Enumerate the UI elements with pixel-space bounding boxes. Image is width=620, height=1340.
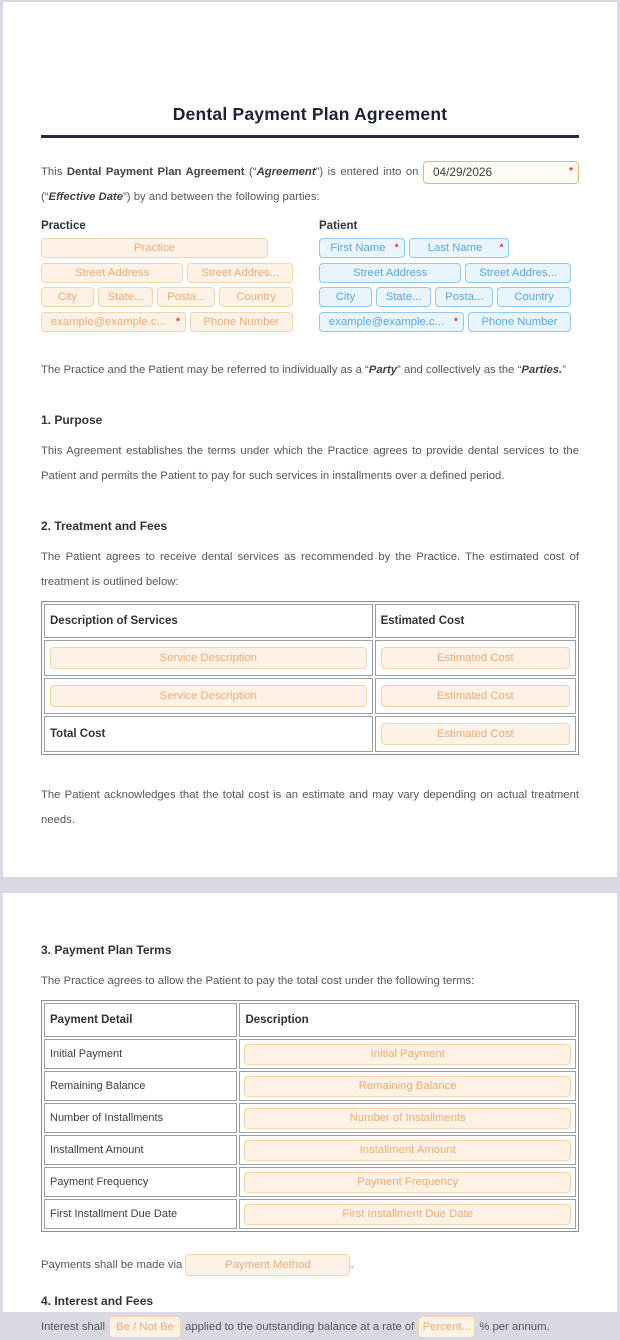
practice-name-field[interactable]: Practice	[41, 238, 268, 258]
services-table-header-row	[44, 604, 576, 638]
interest-text: Interest shall	[41, 1321, 106, 1333]
required-asterisk: *	[499, 242, 504, 254]
table-row	[44, 678, 576, 714]
practice-postal-field[interactable]: Posta...	[157, 287, 215, 307]
treatment-paragraph: The Patient agrees to receive dental services as recommended by the Practice. The estimated cost of treatment is outlined below:	[41, 551, 579, 588]
parties-text: The Practice and the Patient may be referred to individually as a “	[41, 364, 369, 376]
payments-via-text: Payments shall be made via	[41, 1259, 183, 1271]
payment-plan-heading: 3. Payment Plan Terms	[41, 943, 172, 957]
plan-col-header-detail: Payment Detail	[44, 1003, 237, 1037]
parties-definition-paragraph	[41, 358, 579, 383]
patient-last-name-placeholder: Last Name	[427, 242, 483, 254]
intro-agreement-term: Agreement	[256, 166, 316, 178]
intro-agreement-name: Dental Payment Plan Agreement	[66, 166, 245, 178]
plan-row-label: First Installment Due Date	[44, 1199, 237, 1229]
patient-city-field[interactable]: City	[319, 287, 372, 307]
parties-term: Parties.	[521, 364, 563, 376]
services-col-header-cost: Estimated Cost	[375, 604, 576, 638]
total-cost-label: Total Cost	[44, 716, 373, 752]
document-page-2	[3, 893, 617, 1334]
practice-street-field[interactable]: Street Address	[41, 263, 183, 283]
estimated-cost-field-2[interactable]: Estimated Cost	[381, 685, 570, 707]
document-title: Dental Payment Plan Agreement	[172, 104, 448, 124]
effective-date-field[interactable]	[423, 161, 579, 184]
interest-text: % per annum.	[479, 1321, 550, 1333]
service-description-field-1[interactable]: Service Description	[50, 647, 367, 669]
plan-row-label: Number of Installments	[44, 1103, 237, 1133]
intro-text: (“	[244, 166, 257, 178]
practice-email-field[interactable]	[41, 312, 186, 332]
interest-heading: 4. Interest and Fees	[41, 1294, 154, 1308]
table-row	[44, 640, 576, 676]
patient-phone-field[interactable]: Phone Number	[468, 312, 571, 332]
first-installment-due-date-field[interactable]: First Installment Due Date	[244, 1204, 571, 1225]
plan-row-label: Remaining Balance	[44, 1071, 237, 1101]
required-asterisk: *	[569, 166, 573, 178]
number-of-installments-field[interactable]: Number of Installments	[244, 1108, 571, 1129]
table-row	[44, 1199, 576, 1229]
parties-text: ” and collectively as the “	[397, 364, 522, 376]
payments-via-period: .	[350, 1259, 354, 1271]
patient-country-field[interactable]: Country	[497, 287, 571, 307]
plan-row-label: Initial Payment	[44, 1039, 237, 1069]
plan-table-header-row	[44, 1003, 576, 1037]
required-asterisk: *	[453, 315, 458, 327]
table-row	[44, 1135, 576, 1165]
patient-section	[319, 220, 571, 336]
effective-date-value: 04/29/2026	[433, 164, 493, 179]
services-col-header-description: Description of Services	[44, 604, 373, 638]
intro-text: (“	[41, 191, 49, 203]
service-description-field-2[interactable]: Service Description	[50, 685, 367, 707]
services-cost-table	[41, 601, 579, 755]
required-asterisk: *	[175, 315, 180, 327]
patient-last-name-field[interactable]	[409, 238, 510, 258]
plan-row-label: Installment Amount	[44, 1135, 237, 1165]
patient-state-field[interactable]: State...	[376, 287, 431, 307]
practice-street2-field[interactable]: Street Addres...	[187, 263, 293, 283]
table-row-total	[44, 716, 576, 752]
party-term: Party	[368, 364, 398, 376]
table-row	[44, 1039, 576, 1069]
page-break-gap	[0, 877, 620, 893]
plan-row-label: Payment Frequency	[44, 1167, 237, 1197]
acknowledge-paragraph: The Patient acknowledges that the total cost is an estimate and may vary depending on actual treatment needs.	[41, 789, 579, 826]
parties-columns	[41, 220, 579, 336]
remaining-balance-field[interactable]: Remaining Balance	[244, 1076, 571, 1097]
title-divider	[41, 135, 579, 138]
estimated-cost-field-1[interactable]: Estimated Cost	[381, 647, 570, 669]
initial-payment-field[interactable]: Initial Payment	[244, 1044, 571, 1065]
practice-label: Practice	[41, 220, 86, 232]
practice-phone-field[interactable]: Phone Number	[190, 312, 293, 332]
patient-first-name-placeholder: First Name	[330, 242, 386, 254]
practice-state-field[interactable]: State...	[98, 287, 153, 307]
parties-text: ”	[562, 364, 566, 376]
purpose-paragraph: This Agreement establishes the terms under which the Practice agrees to provide dental services to the Patient and permits the Patient to pay for such services in installments over a defined period.	[41, 445, 579, 482]
table-row	[44, 1103, 576, 1133]
plan-col-header-description: Description	[239, 1003, 576, 1037]
payment-plan-table	[41, 1000, 579, 1232]
practice-section	[41, 220, 293, 336]
intro-effective-date-term: Effective Date	[48, 191, 124, 203]
document-page-1	[3, 2, 617, 877]
patient-email-field[interactable]	[319, 312, 464, 332]
patient-postal-field[interactable]: Posta...	[435, 287, 493, 307]
intro-paragraph	[41, 160, 579, 210]
interest-text: applied to the outstanding balance at a rate of	[185, 1321, 415, 1333]
payments-via-line	[41, 1252, 579, 1278]
installment-amount-field[interactable]: Installment Amount	[244, 1140, 571, 1161]
patient-first-name-field[interactable]	[319, 238, 405, 258]
patient-email-placeholder: example@example.c...	[328, 315, 444, 328]
interest-percent-field[interactable]: Percent...	[418, 1316, 475, 1338]
payment-frequency-field[interactable]: Payment Frequency	[244, 1172, 571, 1193]
practice-city-field[interactable]: City	[41, 287, 94, 307]
table-row	[44, 1167, 576, 1197]
intro-text: This	[41, 166, 67, 178]
patient-street2-field[interactable]: Street Addres...	[465, 263, 571, 283]
purpose-heading: 1. Purpose	[41, 413, 103, 427]
intro-text: ”) by and between the following parties:	[123, 191, 320, 203]
practice-country-field[interactable]: Country	[219, 287, 293, 307]
interest-applies-choice-field[interactable]: Be / Not Be	[109, 1316, 181, 1338]
practice-email-placeholder: example@example.c...	[50, 315, 166, 328]
payment-method-field[interactable]: Payment Method	[185, 1254, 350, 1276]
table-row	[44, 1071, 576, 1101]
required-asterisk: *	[394, 242, 399, 254]
patient-label: Patient	[319, 220, 358, 232]
interest-line	[41, 1314, 579, 1340]
patient-street-field[interactable]: Street Address	[319, 263, 461, 283]
intro-text: ”) is entered into on	[315, 166, 423, 178]
treatment-heading: 2. Treatment and Fees	[41, 519, 168, 533]
total-cost-field[interactable]: Estimated Cost	[381, 723, 570, 745]
payment-plan-paragraph: The Practice agrees to allow the Patient to pay the total cost under the following terms:	[41, 975, 475, 987]
